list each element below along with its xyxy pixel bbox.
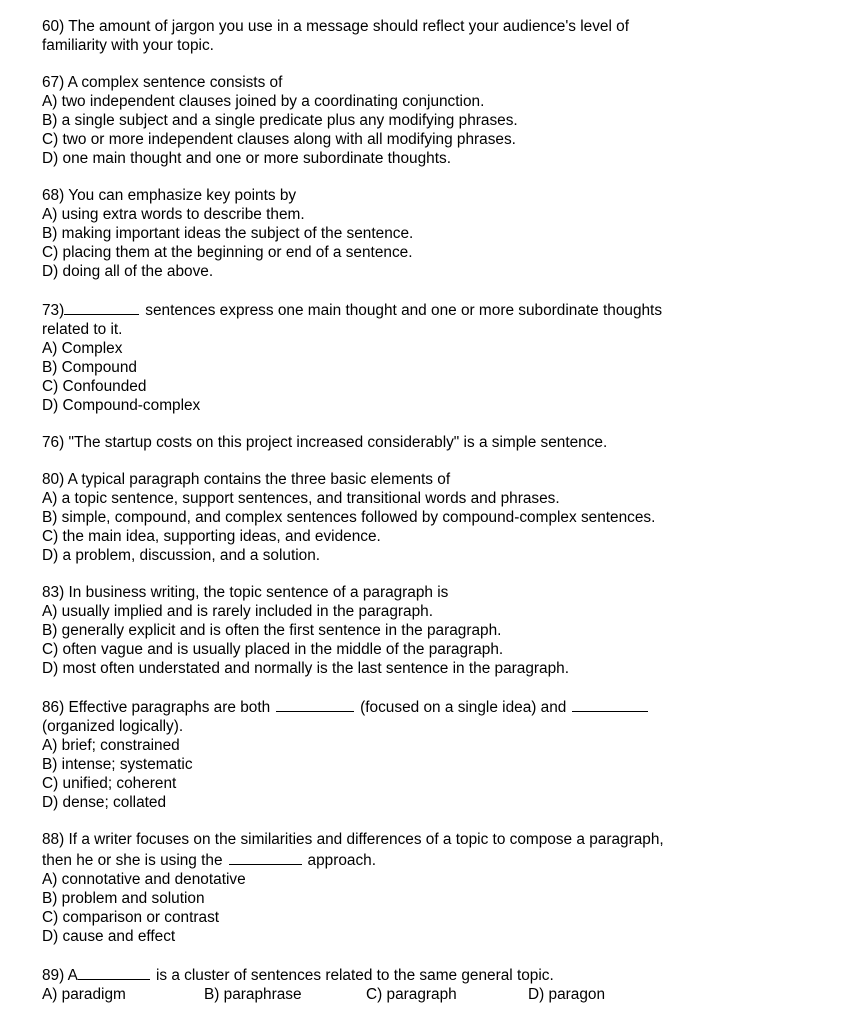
question-73-option-b: B) Compound [42, 359, 137, 376]
question-86-option-d: D) dense; collated [42, 794, 167, 811]
question-86-line-2: (organized logically). [42, 718, 184, 735]
question-89-option-d: D) paragon [528, 986, 605, 1003]
question-80-option-c: C) the main idea, supporting ideas, and evidence. [42, 528, 381, 545]
question-73 [42, 299, 822, 415]
question-68-stem: 68) You can emphasize key points by [42, 187, 297, 204]
question-86-blank-1 [276, 696, 354, 712]
question-86-stem-part-1: 86) Effective paragraphs are both [42, 699, 271, 716]
question-80 [42, 470, 822, 565]
question-67-option-a: A) two independent clauses joined by a coordinating conjunction. [42, 93, 485, 110]
question-83-option-c: C) often vague and is usually placed in the middle of the paragraph. [42, 641, 504, 658]
question-67-option-d: D) one main thought and one or more subordinate thoughts. [42, 150, 451, 167]
question-88-option-a: A) connotative and denotative [42, 871, 246, 888]
question-83 [42, 583, 822, 678]
question-86-blank-2 [572, 696, 648, 712]
question-86-option-a: A) brief; constrained [42, 737, 180, 754]
question-67-option-c: C) two or more independent clauses along with all modifying phrases. [42, 131, 516, 148]
question-88-blank [229, 849, 302, 865]
question-73-option-a: A) Complex [42, 340, 123, 357]
question-88 [42, 830, 822, 946]
question-89-options [42, 985, 822, 1004]
question-60-line-2: familiarity with your topic. [42, 37, 214, 54]
question-83-option-a: A) usually implied and is rarely included in the paragraph. [42, 603, 433, 620]
question-68-option-d: D) doing all of the above. [42, 263, 214, 280]
question-67 [42, 73, 822, 168]
question-80-stem: 80) A typical paragraph contains the three basic elements of [42, 471, 451, 488]
question-60 [42, 17, 822, 55]
question-86-option-c: C) unified; coherent [42, 775, 177, 792]
question-76-stem: 76) "The startup costs on this project increased considerably" is a simple sentence. [42, 434, 608, 451]
question-88-option-d: D) cause and effect [42, 928, 176, 945]
question-88-option-b: B) problem and solution [42, 890, 205, 907]
question-88-option-c: C) comparison or contrast [42, 909, 220, 926]
question-89-stem-text: is a cluster of sentences related to the same general topic. [155, 967, 554, 984]
question-83-option-b: B) generally explicit and is often the first sentence in the paragraph. [42, 622, 502, 639]
question-73-line-2: related to it. [42, 321, 123, 338]
question-89-option-c: C) paragraph [366, 986, 457, 1003]
question-68-option-c: C) placing them at the beginning or end of a sentence. [42, 244, 413, 261]
question-89-number: 89) A [42, 967, 78, 984]
question-67-stem: 67) A complex sentence consists of [42, 74, 283, 91]
question-68-option-b: B) making important ideas the subject of the sentence. [42, 225, 414, 242]
question-73-stem [42, 299, 822, 320]
question-89-blank [78, 964, 150, 980]
question-89-stem [42, 964, 822, 985]
question-80-option-d: D) a problem, discussion, and a solution. [42, 547, 321, 564]
question-88-line-1: 88) If a writer focuses on the similarities and differences of a topic to compose a paragraph, [42, 831, 664, 848]
question-60-line-1: 60) The amount of jargon you use in a message should reflect your audience's level of [42, 18, 629, 35]
question-86 [42, 696, 822, 812]
question-73-option-c: C) Confounded [42, 378, 147, 395]
question-88-line-2-suffix: approach. [307, 852, 377, 869]
question-89-option-a: A) paradigm [42, 986, 126, 1003]
question-88-line-2 [42, 849, 822, 870]
question-89-option-b: B) paraphrase [204, 986, 302, 1003]
question-80-option-b: B) simple, compound, and complex sentences followed by compound-complex sentences. [42, 509, 656, 526]
question-67-option-b: B) a single subject and a single predicate plus any modifying phrases. [42, 112, 518, 129]
question-83-stem: 83) In business writing, the topic sentence of a paragraph is [42, 584, 449, 601]
question-89 [42, 964, 822, 1004]
question-86-option-b: B) intense; systematic [42, 756, 193, 773]
question-73-stem-text: sentences express one main thought and one or more subordinate thoughts [145, 302, 663, 319]
question-73-number: 73) [42, 302, 65, 319]
question-86-stem [42, 696, 822, 717]
question-80-option-a: A) a topic sentence, support sentences, and transitional words and phrases. [42, 490, 560, 507]
question-76 [42, 433, 822, 452]
question-73-blank [64, 299, 139, 315]
question-68 [42, 186, 822, 281]
question-68-option-a: A) using extra words to describe them. [42, 206, 305, 223]
question-88-line-2-prefix: then he or she is using the [42, 852, 223, 869]
question-73-option-d: D) Compound-complex [42, 397, 201, 414]
question-86-stem-part-2: (focused on a single idea) and [360, 699, 567, 716]
question-83-option-d: D) most often understated and normally is the last sentence in the paragraph. [42, 660, 570, 677]
